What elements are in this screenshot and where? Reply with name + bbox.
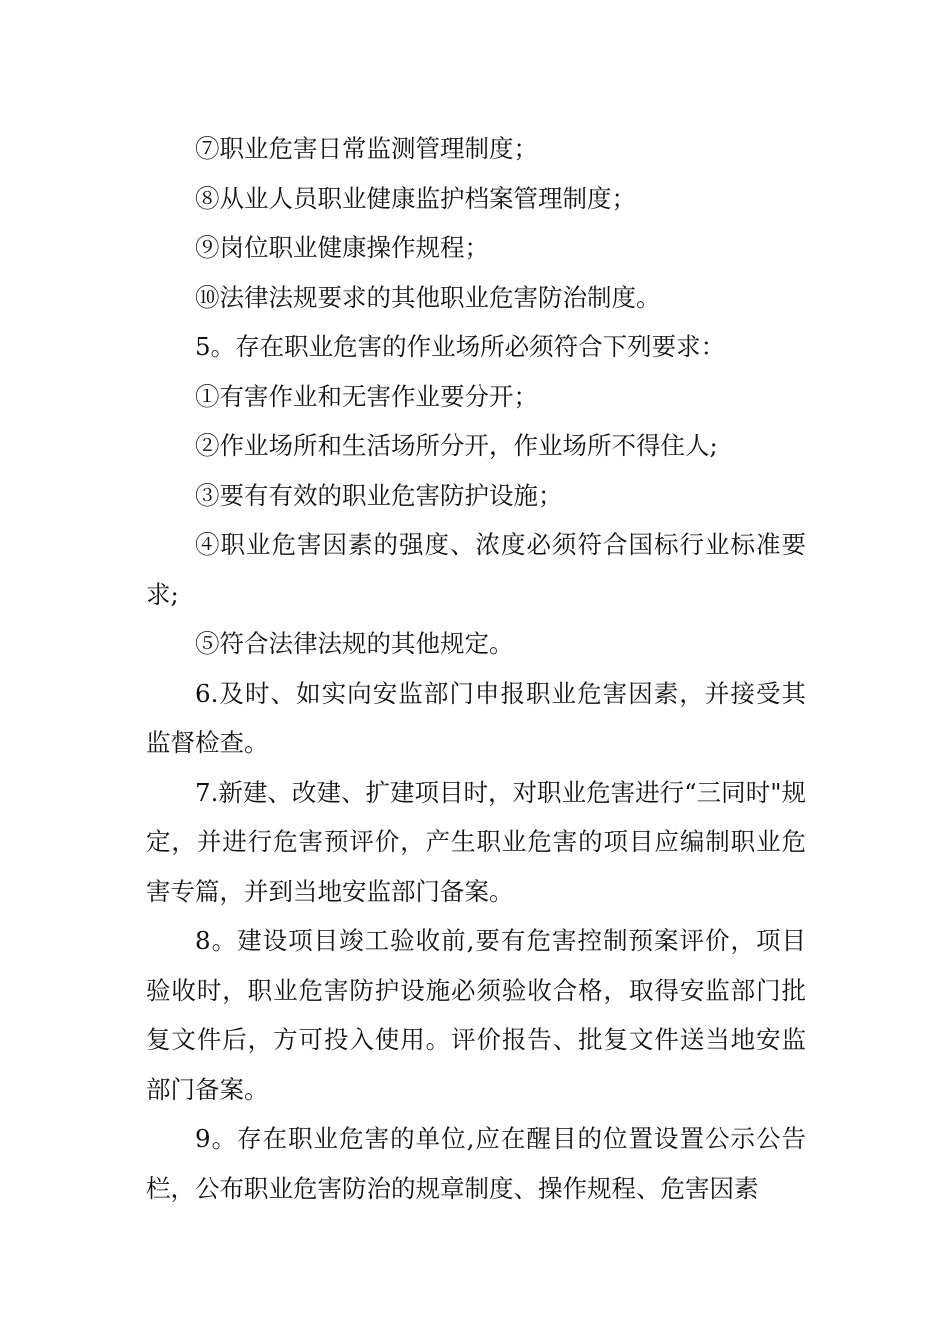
paragraph-requirement-2: ②作业场所和生活场所分开，作业场所不得住人;: [195, 431, 718, 460]
paragraph-requirement-3: ③要有有效的职业危害防护设施；: [195, 480, 563, 510]
document-body: [146, 124, 806, 1213]
paragraph-requirement-4: ④职业危害因素的强度、浓度必须符合国标行业标准要求;: [146, 530, 806, 609]
paragraph-requirement-1: ①有害作业和无害作业要分开；: [195, 381, 538, 411]
paragraph-section-8: 8。建设项目竣工验收前,要有危害控制预案评价，项目验收时，职业危害防护设施必须验收合格，取得安监部门批复文件后，方可投入使用。评价报告、批复文件送当地安监部门备案。: [146, 926, 806, 1104]
paragraph-requirement-5: ⑤符合法律法规的其他规定。: [195, 629, 514, 658]
paragraph-section-9: 9。存在职业危害的单位,应在醒目的位置设置公示公告栏，公布职业危害防治的规章制度、操作规程、危害因素: [146, 1124, 806, 1203]
paragraph-section-7: 7.新建、改建、扩建项目时，对职业危害进行“三同时"规定，并进行危害预评价，产生职业危害的项目应编制职业危害专篇，并到当地安监部门备案。: [146, 777, 806, 906]
paragraph-item-9: ⑨岗位职业健康操作规程；: [195, 233, 489, 262]
paragraph-section-5: 5。存在职业危害的作业场所必须符合下列要求：: [195, 332, 726, 361]
paragraph-item-7: ⑦职业危害日常监测管理制度；: [195, 134, 538, 163]
paragraph-item-10: ⑩法律法规要求的其他职业危害防治制度。: [195, 282, 661, 312]
paragraph-item-8: ⑧从业人员职业健康监护档案管理制度；: [195, 183, 636, 213]
paragraph-section-6: 6.及时、如实向安监部门申报职业危害因素，并接受其监督检查。: [146, 678, 806, 757]
